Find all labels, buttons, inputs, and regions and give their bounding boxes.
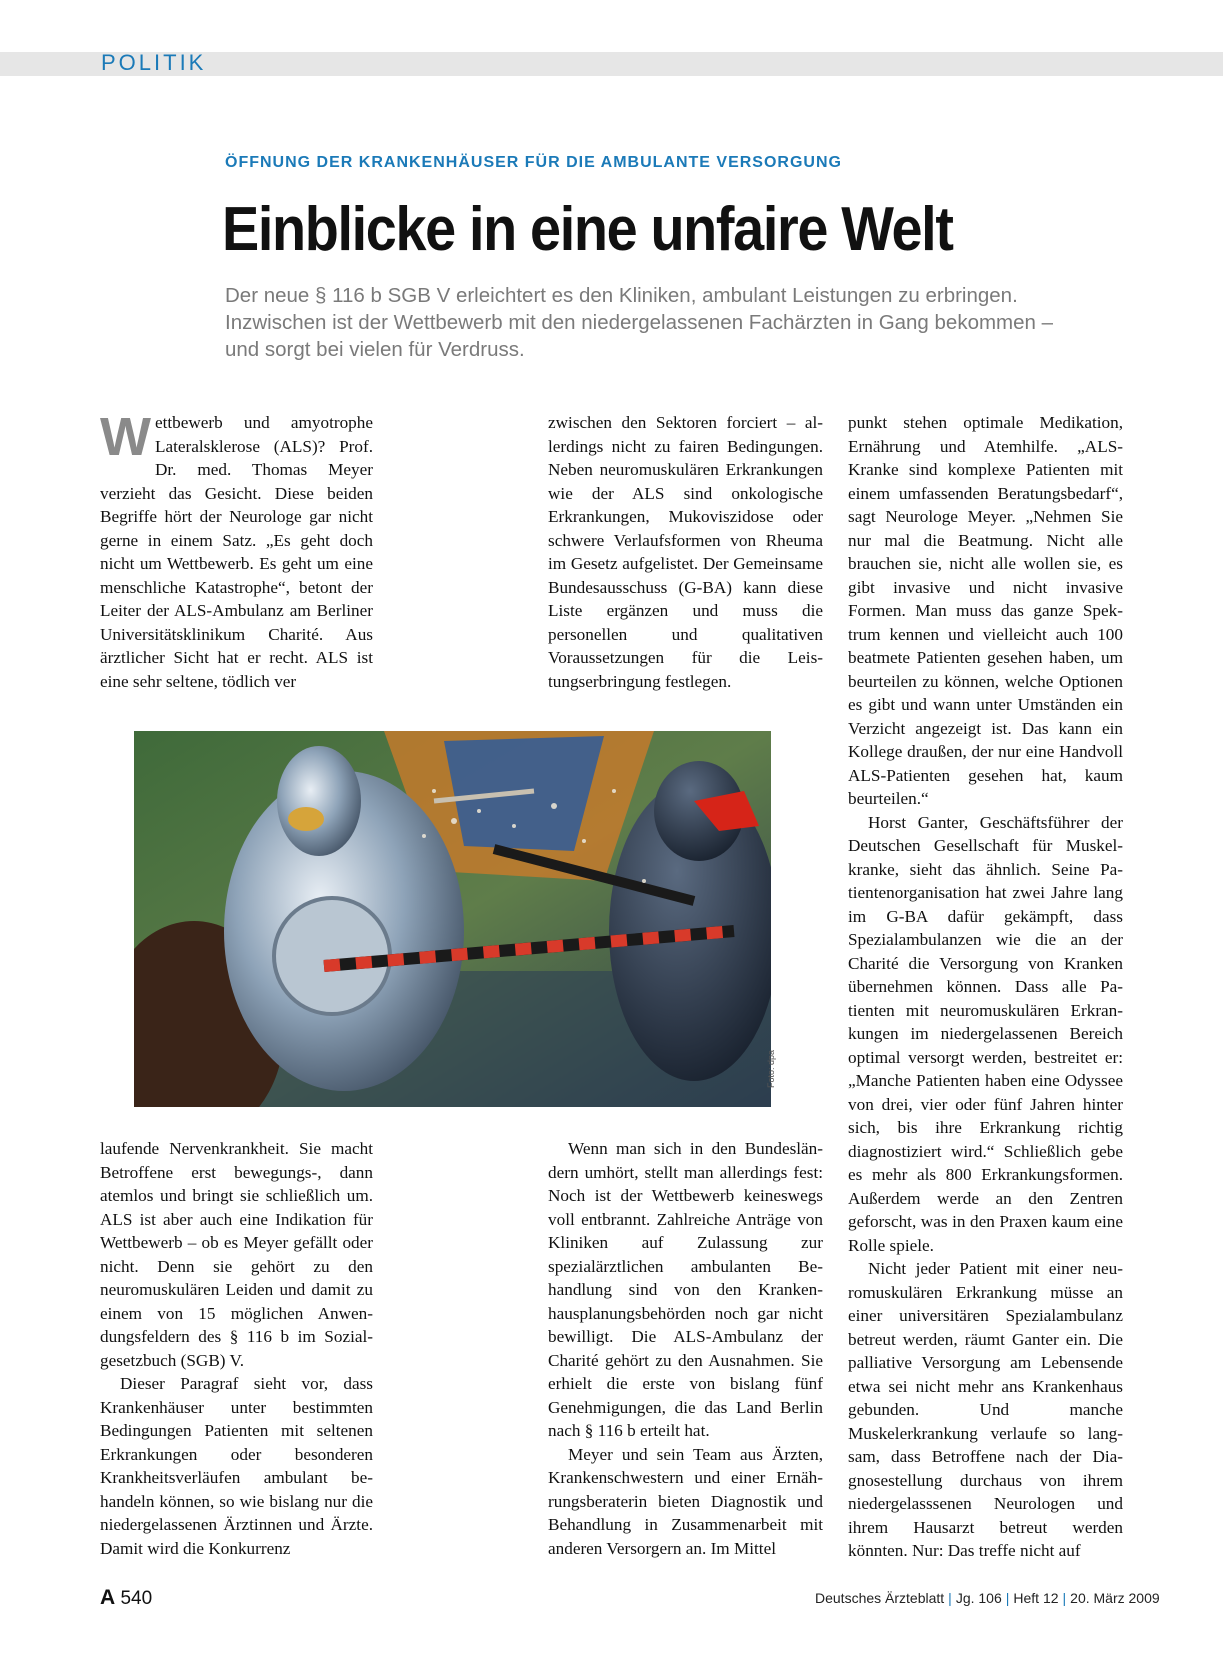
page-number (100, 1586, 152, 1610)
paragraph: Wenn man sich in den Bundesländern umhört, stellt man allerdings fest: Noch ist der Wettbewerb keineswegs voll entbrannt. Zahlreiche Anträge von Kliniken auf Zulassung zur spezialärztlichen ambulanten Behandlung sind von den Krankenhausplanungsbehörden noch gar nicht bewilligt. Die ALS-Ambulanz der Charité gehört zu den Ausnahmen. Sie erhielt die erste von bislang fünf Genehmigungen, die das Land Berlin nach § 116 b erteilt hat. (548, 1139, 823, 1440)
paragraph: Dieser Paragraf sieht vor, dass Krankenhäuser unter bestimmten Bedingungen Patienten mit seltenen Erkrankungen oder besonderen Krankheitsverläufen ambulant behandeln können, so wie bislang nur die niedergelassenen Ärztinnen und Ärzte. Damit wird die Konkurrenz (100, 1374, 373, 1558)
journal-volume: Jg. 106 (955, 1590, 1002, 1606)
separator: | (1062, 1590, 1067, 1606)
drop-cap: W (100, 407, 151, 467)
journal-issue: Heft 12 (1013, 1590, 1059, 1606)
paragraph: ettbewerb und amyotrophe Lateralsklerose (ALS)? Prof. Dr. med. Thomas Meyer verzieht das Gesicht. Diese beiden Begriffe hört der Neurologe gar nicht gerne in einem Satz. „Es geht doch nicht um Wettbewerb. Es geht um eine menschliche Katastrophe“, betont der Leiter der ALS-Ambulanz am Berliner Universitätsklinikum Charité. Aus ärztlicher Sicht hat er recht. ALS ist eine sehr seltene, tödlich ver (100, 413, 373, 691)
column-2-top (548, 411, 823, 693)
paragraph: Meyer und sein Team aus Ärzten, Krankenschwestern und einer Ernährungsberaterin bieten Diagnostik und Behandlung in Zusammenarbeit mit anderen Versorgern an. Im Mittel (548, 1444, 823, 1558)
column-1-bottom (100, 1137, 373, 1560)
article-photo (134, 731, 771, 1107)
paragraph: Nicht jeder Patient mit einer neuromuskulären Erkrankung müsse an einer universitären Spezialambulanz betreut werden, räumt Ganter ein. Die palliative Versorgung am Lebensende etwa sei nicht mehr ans Krankenhaus gebunden. Und manche Muskelerkrankung verlaufe so langsam, dass Betroffene nach der Diagnosestellung durchaus von ihrem niedergelasssenen Neurologen und ihrem Hausarzt betreut werden könnten. Nur: Das treffe nicht auf (848, 1259, 1123, 1560)
paragraph: zwischen den Sektoren forciert – allerdings nicht zu fairen Bedingungen. Neben neuromuskulären Erkrankungen wie der ALS sind onkologische Erkrankungen, Mukoviszidose oder schwere Verlaufsformen von Rheuma im Gesetz aufgelistet. Der Gemeinsame Bundesausschuss (G-BA) kann diese Liste ergänzen und muss die personellen und qualitativen Voraussetzungen für die Leistungserbringung festlegen. (548, 413, 823, 691)
article-lead: Der neue § 116 b SGB V erleichtert es den Kliniken, ambulant Leistungen zu erbringen. Inzwischen ist der Wettbewerb mit den niedergelassenen Fachärzten in Gang bekommen – und sorgt bei vielen für Verdruss. (225, 284, 1054, 361)
column-2-bottom (548, 1137, 823, 1560)
separator: | (1005, 1590, 1010, 1606)
column-3 (848, 411, 1123, 1563)
journal-info (815, 1590, 1160, 1606)
separator: | (948, 1590, 952, 1606)
column-1-top (100, 407, 373, 693)
page-number-value: 540 (120, 1588, 153, 1609)
journal-name: Deutsches Ärzteblatt (815, 1590, 945, 1606)
paragraph: Horst Ganter, Geschäftsführer der Deutschen Gesellschaft für Muskelkranke, sieht das ähnlich. Seine Patientenorganisation hat zwei Jahre lang im G-BA dafür gekämpft, dass Spezialambulanzen wie die an der Charité die Versorgung von Kranken übernehmen können. Dass alle Patienten mit neuromuskulären Erkrankungen im niedergelassenen Bereich optimal versorgt werden, bestreitet er: „Manche Patienten haben eine Odyssee von drei, vier oder fünf Jahren hinter sich, bis ihre Erkrankung richtig diagnostiziert wird.“ Schließlich gebe es mehr als 800 Erkrankungsformen. Außerdem werde an den Zentren geforscht, was in den Praxen kaum eine Rolle spiele. (848, 812, 1123, 1255)
jousting-knights-photo (134, 731, 771, 1107)
page-prefix: A (100, 1586, 116, 1609)
journal-date: 20. März 2009 (1070, 1590, 1160, 1606)
paragraph: laufende Nervenkrankheit. Sie macht Betroffene erst bewegungs-, dann atemlos und bringt sie schließlich um. ALS ist aber auch eine Indikation für Wettbewerb – ob es Meyer gefällt oder nicht. Denn sie gehört zu den neuromuskulären Leiden und damit zu einem von 15 möglichen Anwendungsfeldern des § 116 b im Sozialgesetzbuch (SGB) V. (100, 1139, 373, 1370)
article-headline: Einblicke in eine unfaire Welt (222, 195, 953, 264)
photo-credit: Foto: dpa (766, 1049, 776, 1088)
paragraph: punkt stehen optimale Medikation, Ernährung und Atemhilfe. „ALS-Kranke sind komplexe Patienten mit einem umfassenden Beratungsbedarf“, sagt Neurologe Meyer. „Nehmen Sie nur mal die Beatmung. Nicht alle brauchen sie, nicht alle wollen sie, es gibt invasive und nicht invasive Formen. Man muss das ganze Spektrum kennen und vielleicht auch 100 beatmete Patienten gesehen haben, um beurteilen zu können, welche Optionen es gibt und wann unter Umständen ein Verzicht angezeigt ist. Das kann ein Kollege draußen, der nur eine Handvoll ALS-Patienten gesehen hat, kaum beurteilen.“ (848, 413, 1123, 808)
section-label: POLITIK (101, 50, 207, 75)
article-kicker: ÖFFNUNG DER KRANKENHÄUSER FÜR DIE AMBULANTE VERSORGUNG (225, 154, 842, 171)
